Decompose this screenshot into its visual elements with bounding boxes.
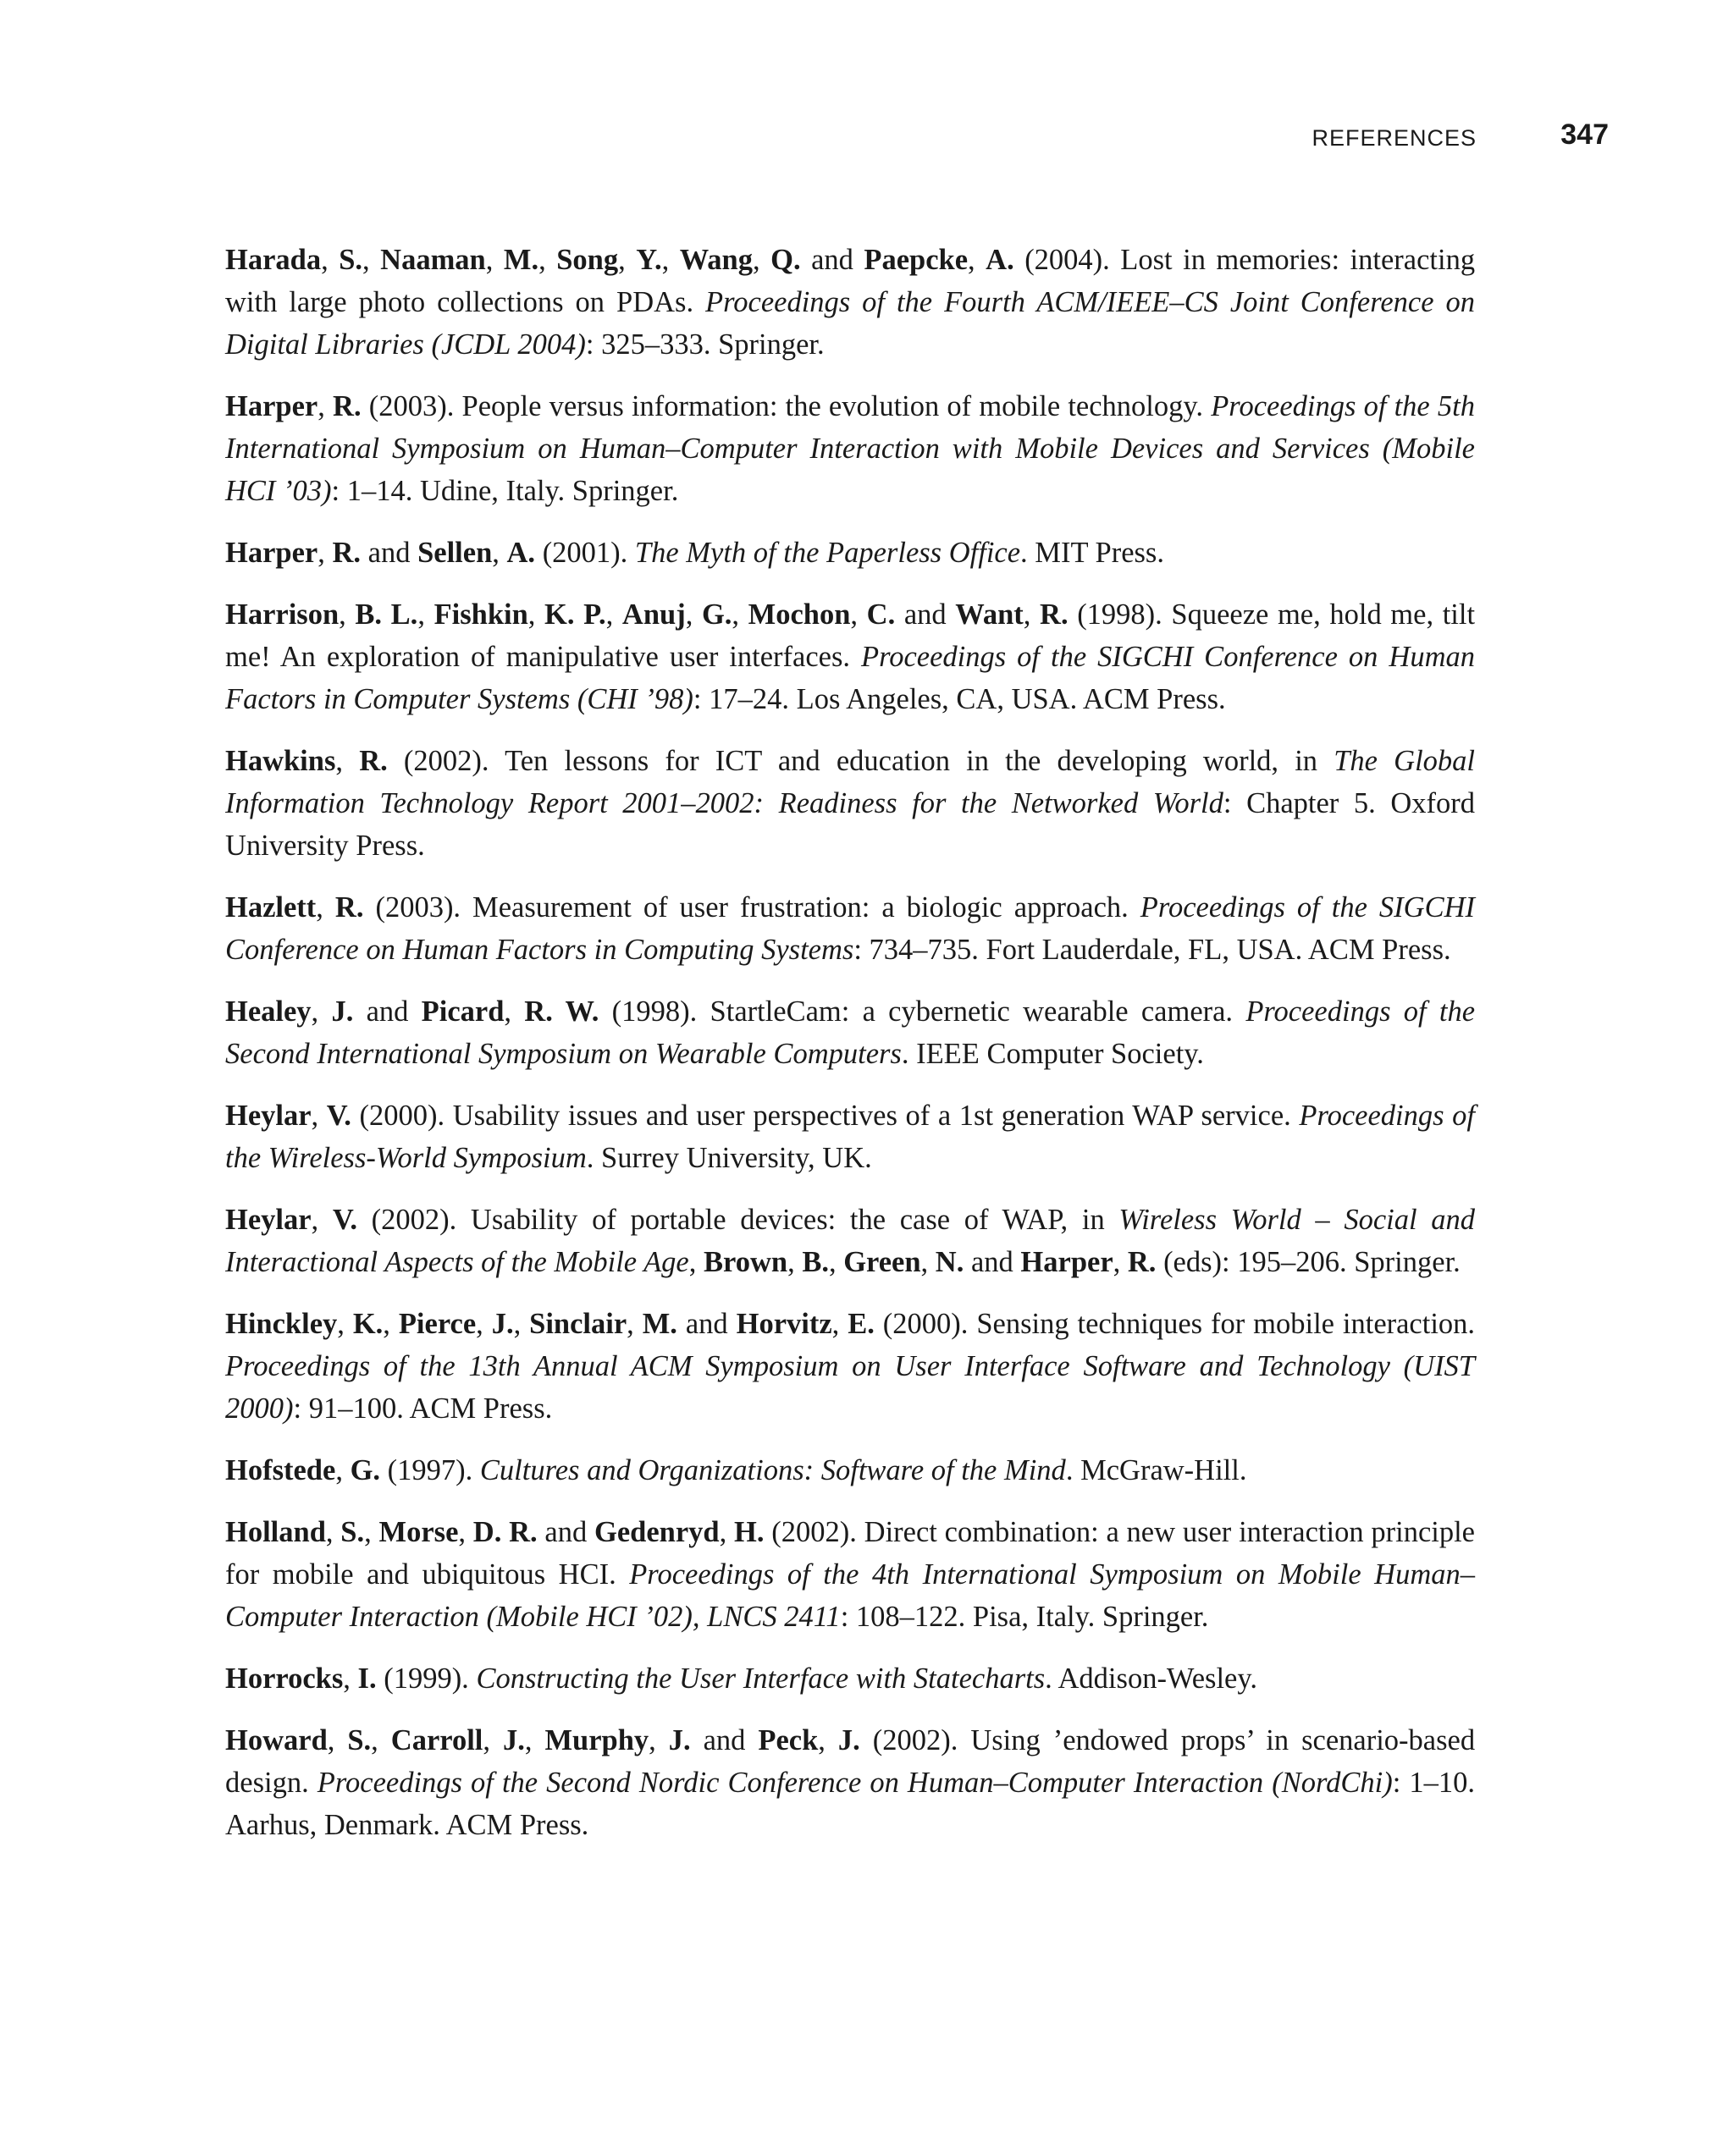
reference-text: and bbox=[361, 537, 418, 569]
reference-entry bbox=[225, 1303, 1475, 1430]
reference-author: Anuj bbox=[621, 598, 686, 631]
reference-text: , bbox=[818, 1724, 838, 1756]
reference-source-title: Proceedings of the SIGCHI Conference on Human Factors in Computer Systems (CHI ’98) bbox=[225, 641, 1475, 715]
reference-text: (1998). Squeeze me, hold me, tilt me! An exploration of manipulative user interfaces. bbox=[225, 598, 1476, 673]
reference-text: , bbox=[850, 598, 867, 631]
reference-text: and bbox=[537, 1516, 595, 1548]
reference-text: : 734–735. Fort Lauderdale, FL, USA. ACM Press. bbox=[853, 934, 1451, 966]
reference-text: (2002). Usability of portable devices: the case of WAP, in bbox=[356, 1204, 1119, 1236]
reference-author: Hazlett bbox=[225, 891, 317, 924]
reference-text: , bbox=[325, 1516, 341, 1548]
reference-text: , bbox=[831, 1308, 848, 1340]
reference-source-title: Proceedings of the Fourth ACM/IEEE–CS Joint Conference on Digital Libraries (JCDL 2004) bbox=[225, 286, 1475, 361]
reference-text: , bbox=[492, 537, 507, 569]
reference-author: Want bbox=[955, 598, 1024, 631]
reference-text: . MIT Press. bbox=[1020, 537, 1164, 569]
reference-text: . IEEE Computer Society. bbox=[901, 1038, 1204, 1070]
reference-text: , bbox=[968, 244, 986, 276]
reference-text: : 325–333. Springer. bbox=[585, 328, 825, 361]
reference-source-title: Proceedings of the Second International Symposium on Wearable Computers bbox=[225, 995, 1476, 1070]
reference-author: D. R. bbox=[472, 1516, 538, 1548]
reference-author: Hinckley bbox=[225, 1308, 338, 1340]
reference-text: , bbox=[753, 244, 771, 276]
reference-text: (2004). Lost in memories: interacting with large photo collections on PDAs. bbox=[225, 244, 1476, 318]
reference-author: B. bbox=[802, 1246, 829, 1278]
reference-author: J. bbox=[837, 1724, 860, 1756]
reference-source-title: Proceedings of the SIGCHI Conference on Human Factors in Computing Systems bbox=[225, 891, 1475, 966]
reference-author: A. bbox=[506, 537, 536, 569]
reference-author: Heylar bbox=[225, 1100, 312, 1132]
reference-author: Song bbox=[556, 244, 619, 276]
reference-text: , bbox=[339, 598, 356, 631]
reference-entry bbox=[225, 593, 1475, 720]
reference-author: Harper bbox=[1020, 1246, 1113, 1278]
reference-text: . Addison-Wesley. bbox=[1045, 1662, 1258, 1695]
reference-author: Howard bbox=[225, 1724, 328, 1756]
reference-author: Hofstede bbox=[225, 1454, 336, 1486]
reference-text: (eds): 195–206. Springer. bbox=[1156, 1246, 1461, 1278]
reference-author: Murphy bbox=[544, 1724, 649, 1756]
reference-author: Naaman bbox=[380, 244, 486, 276]
running-head bbox=[1185, 119, 1609, 161]
reference-entry bbox=[225, 239, 1475, 366]
reference-text: , bbox=[364, 1516, 379, 1548]
reference-author: Brown bbox=[704, 1246, 788, 1278]
reference-source-title: The Myth of the Paperless Office bbox=[634, 537, 1021, 569]
reference-author: Peck bbox=[758, 1724, 819, 1756]
reference-author: Wang bbox=[679, 244, 753, 276]
reference-source-title: Wireless World – Social and Interactional Aspects of the Mobile Age bbox=[225, 1204, 1476, 1278]
reference-text: and bbox=[800, 244, 864, 276]
reference-author: Hawkins bbox=[225, 745, 336, 777]
reference-text: , bbox=[343, 1662, 358, 1695]
reference-author: J. bbox=[502, 1724, 525, 1756]
reference-author: Heylar bbox=[225, 1204, 312, 1236]
reference-text: and bbox=[895, 598, 956, 631]
reference-text: , bbox=[1023, 598, 1041, 631]
reference-text: , bbox=[337, 1308, 353, 1340]
reference-source-title: Proceedings of the 4th International Symposium on Mobile Human–Computer Interaction (Mobile HCI ’02), LNCS 2411 bbox=[225, 1558, 1475, 1633]
reference-text: , bbox=[685, 598, 702, 631]
reference-author: Pierce bbox=[398, 1308, 477, 1340]
reference-author: S. bbox=[347, 1724, 372, 1756]
reference-text: , bbox=[688, 1246, 704, 1278]
reference-text: , bbox=[538, 244, 557, 276]
reference-text: : 1–14. Udine, Italy. Springer. bbox=[331, 475, 679, 507]
reference-author: R. bbox=[332, 537, 362, 569]
reference-text: , bbox=[383, 1308, 399, 1340]
reference-text: (2003). People versus information: the evolution of mobile technology. bbox=[361, 390, 1212, 422]
reference-text: (2000). Sensing techniques for mobile interaction. bbox=[874, 1308, 1476, 1340]
reference-text: (1999). bbox=[376, 1662, 477, 1695]
reference-author: G. bbox=[350, 1454, 381, 1486]
reference-entry bbox=[225, 1719, 1475, 1846]
reference-text: , bbox=[1113, 1246, 1128, 1278]
reference-text: , bbox=[485, 244, 504, 276]
reference-author: Horrocks bbox=[225, 1662, 344, 1695]
reference-text: , bbox=[311, 995, 332, 1028]
reference-text: , bbox=[649, 1724, 669, 1756]
reference-author: J. bbox=[491, 1308, 514, 1340]
reference-text: and bbox=[964, 1246, 1021, 1278]
reference-text: (2003). Measurement of user frustration: a biologic approach. bbox=[363, 891, 1140, 924]
reference-entry bbox=[225, 1199, 1475, 1283]
reference-author: R. bbox=[1127, 1246, 1157, 1278]
reference-text: (2002). Using ’endowed props’ in scenario-based design. bbox=[225, 1724, 1476, 1799]
reference-text: , bbox=[661, 244, 680, 276]
reference-text: and bbox=[690, 1724, 759, 1756]
reference-entry bbox=[225, 1511, 1475, 1638]
reference-author: Picard bbox=[421, 995, 505, 1028]
reference-text: , bbox=[828, 1246, 844, 1278]
reference-author: G. bbox=[701, 598, 732, 631]
reference-author: Harada bbox=[225, 244, 322, 276]
reference-entry bbox=[225, 1657, 1475, 1700]
reference-entry bbox=[225, 740, 1475, 867]
reference-author: S. bbox=[339, 244, 363, 276]
reference-text: , bbox=[787, 1246, 803, 1278]
reference-text: and bbox=[676, 1308, 737, 1340]
reference-text: (2001). bbox=[535, 537, 635, 569]
reference-author: R. bbox=[1040, 598, 1069, 631]
reference-text: , bbox=[371, 1724, 391, 1756]
reference-text: , bbox=[316, 891, 335, 924]
reference-author: S. bbox=[340, 1516, 365, 1548]
reference-entry bbox=[225, 1449, 1475, 1492]
reference-text: (2002). Ten lessons for ICT and education in the developing world, in bbox=[387, 745, 1334, 777]
reference-author: Harper bbox=[225, 537, 318, 569]
reference-text: : 91–100. ACM Press. bbox=[293, 1392, 553, 1425]
reference-author: Harper bbox=[225, 390, 318, 422]
reference-text: , bbox=[732, 598, 748, 631]
reference-text: , bbox=[458, 1516, 473, 1548]
reference-author: Carroll bbox=[390, 1724, 483, 1756]
reference-source-title: Proceedings of the 5th International Symposium on Human–Computer Interaction with Mobile Devices and Services (Mobile HCI ’03) bbox=[225, 390, 1475, 507]
reference-text: , bbox=[335, 745, 360, 777]
reference-entry bbox=[225, 385, 1475, 512]
reference-text: , bbox=[417, 598, 434, 631]
reference-author: Fishkin bbox=[434, 598, 528, 631]
reference-author: C. bbox=[866, 598, 896, 631]
reference-author: E. bbox=[848, 1308, 875, 1340]
reference-text: , bbox=[327, 1724, 348, 1756]
reference-author: V. bbox=[332, 1204, 357, 1236]
reference-author: K. P. bbox=[544, 598, 606, 631]
reference-text: , bbox=[524, 1724, 545, 1756]
reference-text: : 1–10. Aarhus, Denmark. ACM Press. bbox=[225, 1767, 1475, 1841]
reference-text: . McGraw-Hill. bbox=[1065, 1454, 1247, 1486]
reference-author: R. bbox=[333, 390, 362, 422]
reference-source-title: Constructing the User Interface with Statecharts bbox=[476, 1662, 1046, 1695]
reference-author: A. bbox=[986, 244, 1014, 276]
reference-text: , bbox=[483, 1724, 503, 1756]
reference-author: Horvitz bbox=[736, 1308, 832, 1340]
reference-text: , bbox=[504, 995, 525, 1028]
page-number: 347 bbox=[1560, 119, 1609, 151]
reference-author: I. bbox=[357, 1662, 377, 1695]
reference-author: Healey bbox=[225, 995, 312, 1028]
reference-text: , bbox=[476, 1308, 492, 1340]
reference-text: and bbox=[353, 995, 422, 1028]
reference-author: M. bbox=[503, 244, 539, 276]
reference-text: , bbox=[321, 244, 340, 276]
reference-text: (1997). bbox=[380, 1454, 480, 1486]
reference-text: : Chapter 5. Oxford University Press. bbox=[225, 787, 1475, 862]
reference-text: , bbox=[335, 1454, 351, 1486]
reference-text: , bbox=[311, 1204, 333, 1236]
reference-text: , bbox=[513, 1308, 530, 1340]
reference-author: M. bbox=[642, 1308, 677, 1340]
reference-author: Q. bbox=[770, 244, 801, 276]
reference-entry bbox=[225, 532, 1475, 574]
reference-text: (1998). StartleCam: a cybernetic wearable camera. bbox=[599, 995, 1246, 1028]
reference-text: (2000). Usability issues and user perspectives of a 1st generation WAP service. bbox=[351, 1100, 1300, 1132]
reference-text: , bbox=[362, 244, 381, 276]
reference-author: K. bbox=[352, 1308, 384, 1340]
reference-text: , bbox=[318, 537, 333, 569]
reference-author: Mochon bbox=[748, 598, 851, 631]
reference-text: , bbox=[618, 244, 637, 276]
reference-text: , bbox=[311, 1100, 327, 1132]
reference-author: Sellen bbox=[417, 537, 493, 569]
reference-author: Green bbox=[843, 1246, 921, 1278]
reference-text: , bbox=[719, 1516, 735, 1548]
reference-author: J. bbox=[668, 1724, 691, 1756]
reference-author: Gedenryd bbox=[594, 1516, 720, 1548]
reference-text: : 108–122. Pisa, Italy. Springer. bbox=[840, 1601, 1209, 1633]
reference-author: B. L. bbox=[355, 598, 418, 631]
reference-text: , bbox=[318, 390, 334, 422]
reference-text: . Surrey University, UK. bbox=[586, 1142, 872, 1174]
reference-author: R. W. bbox=[524, 995, 599, 1028]
reference-author: Sinclair bbox=[529, 1308, 627, 1340]
reference-author: Holland bbox=[225, 1516, 326, 1548]
reference-entry bbox=[225, 886, 1475, 971]
reference-list bbox=[225, 239, 1475, 1866]
reference-author: Paepcke bbox=[864, 244, 969, 276]
reference-author: J. bbox=[331, 995, 354, 1028]
running-title: REFERENCES bbox=[1312, 125, 1477, 151]
reference-text: (2002). Direct combination: a new user interaction principle for mobile and ubiquitous HCI. bbox=[225, 1516, 1475, 1591]
reference-text: , bbox=[527, 598, 545, 631]
reference-text: , bbox=[920, 1246, 936, 1278]
reference-source-title: Proceedings of the Wireless-World Symposium bbox=[225, 1100, 1475, 1174]
reference-author: N. bbox=[935, 1246, 964, 1278]
reference-entry bbox=[225, 990, 1475, 1075]
reference-text: : 17–24. Los Angeles, CA, USA. ACM Press. bbox=[693, 683, 1226, 715]
reference-entry bbox=[225, 1095, 1475, 1179]
reference-author: H. bbox=[734, 1516, 765, 1548]
reference-source-title: Proceedings of the 13th Annual ACM Symposium on User Interface Software and Technology (UIST 2000) bbox=[225, 1350, 1475, 1425]
reference-source-title: Proceedings of the Second Nordic Conference on Human–Computer Interaction (NordChi) bbox=[317, 1767, 1393, 1799]
reference-author: R. bbox=[334, 891, 364, 924]
reference-source-title: The Global Information Technology Report 2001–2002: Readiness for the Networked World bbox=[225, 745, 1476, 819]
reference-author: R. bbox=[359, 745, 388, 777]
reference-source-title: Cultures and Organizations: Software of the Mind bbox=[479, 1454, 1066, 1486]
reference-text: , bbox=[627, 1308, 643, 1340]
reference-author: Y. bbox=[636, 244, 662, 276]
reference-author: V. bbox=[326, 1100, 351, 1132]
reference-text: , bbox=[605, 598, 622, 631]
reference-author: Harrison bbox=[225, 598, 340, 631]
reference-author: Morse bbox=[378, 1516, 459, 1548]
